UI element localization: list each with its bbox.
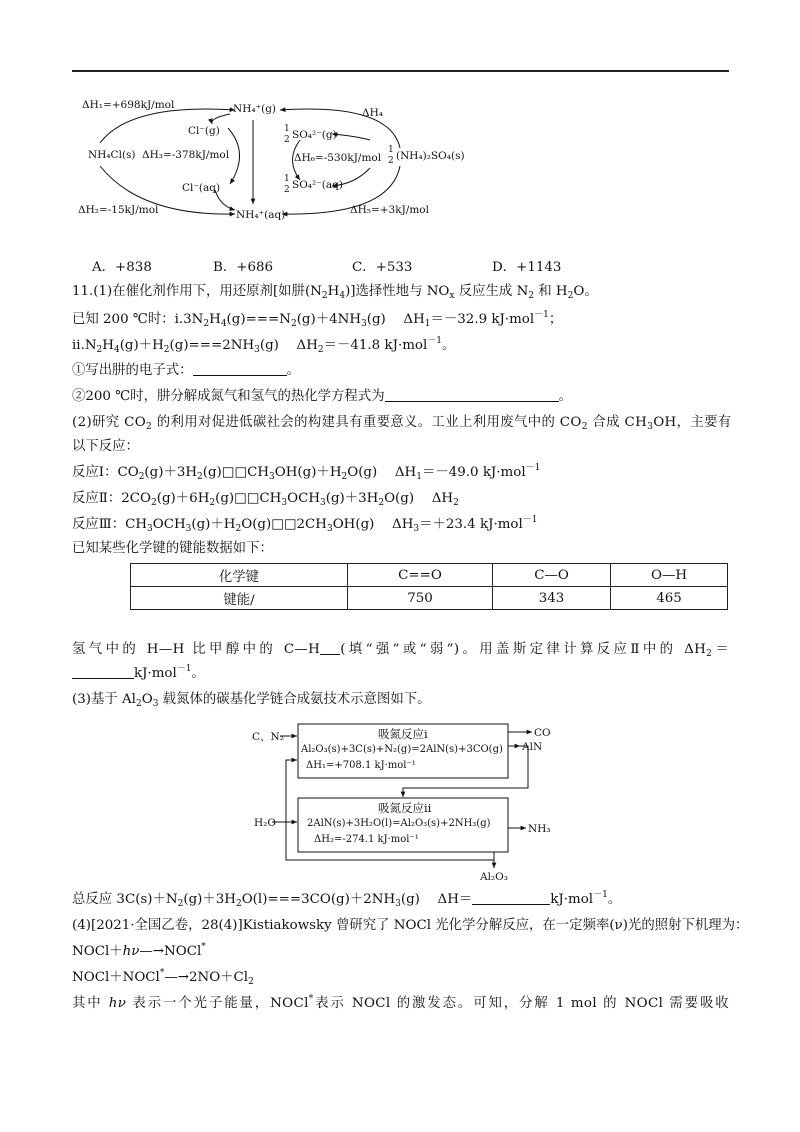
nh42so4-label: (NH₄)₂SO₄(s): [396, 150, 465, 162]
bond-comparison-question: 氢气中的 H—H 比甲醇中的 C—H (填“强”或“弱”)。用盖斯定律计算反应Ⅱ中的 $\Delta H_2=$: [72, 642, 729, 659]
reaction-1: 反应Ⅰ：$CO_2(g)+3H_2(g)□□CH_3OH(g)+H_2O(g)$ $\Delta H_1=-49.0$ kJ·mol$^{-1}$: [72, 463, 541, 482]
part4-intro: (4)[2021·全国乙卷，28(4)]Kistiakowsky 曾研究了 NOCl 光化学分解反应，在一定频率(ν)光的照射下机理为：: [72, 918, 749, 933]
option-d: D．+1143: [492, 260, 562, 275]
nh3-label: NH₃: [528, 823, 551, 835]
top-rule: [72, 70, 729, 72]
aln-label: AlN: [522, 741, 543, 753]
half-den-1: 2: [284, 135, 290, 145]
table-cell: 465: [611, 587, 728, 610]
reaction-i-title: 吸氮反应i: [378, 727, 428, 741]
so4-aq-label: SO₄²⁻(aq): [292, 179, 343, 191]
al2o3-label: Al₂O₃: [480, 871, 508, 883]
part3-intro: (3)基于 $Al_2O_3$ 载氮体的碳基化学链合成氨技术示意图如下。: [72, 692, 431, 709]
q11-intro: 11.(1)在催化剂作用下，用还原剂[如肼$(N_2H_4)$]选择性地与 $NO_x$ 反应生成 $N_2$ 和 $H_2O$。: [72, 284, 598, 301]
mechanism-step-2: $NOCl+NOCl^*—\to 2NO+Cl_2$: [72, 968, 254, 987]
part2-intro-line2: 以下反应：: [72, 439, 139, 454]
table-cell: 750: [348, 587, 493, 610]
part2-intro: (2)研究 $CO_2$ 的利用对促进低碳社会的构建具有重要意义。工业上利用废气中的 $CO_2$ 合成 $CH_3OH$，主要有: [72, 415, 732, 432]
dh1-label: ΔH₁=+698kJ/mol: [82, 99, 175, 111]
reaction-ii: $ii.N_2H_4(g)+H_2(g)===2NH_3(g)$ $\Delta H_2=-41.8$ kJ·mol$^{-1}$。: [72, 336, 456, 355]
answer-blank-4[interactable]: [72, 665, 134, 679]
dh4-label: ΔH₄: [362, 107, 383, 119]
dh2-label: ΔH₂=-15kJ/mol: [78, 204, 159, 216]
table-header-row: [131, 564, 728, 587]
final-statement: 其中 hν 表示一个光子能量，NOCl*表示 NOCl 的激发态。可知，分解 1 mol 的 NOCl 需要吸收: [72, 994, 730, 1011]
bond-comparison-question-line2: kJ·mol$^{-1}$。: [72, 664, 205, 684]
nh4cl-solid-label: NH₄Cl(s): [88, 149, 136, 161]
half-num-3: 1: [284, 174, 290, 184]
table-row: [131, 587, 728, 610]
enthalpy-cycle-diagram: [70, 98, 470, 223]
option-a: A．+838: [92, 260, 152, 275]
answer-blank-5[interactable]: [472, 891, 550, 905]
reaction-2: 反应Ⅱ：$2CO_2(g)+6H_2(g)□□CH_3OCH_3(g)+3H_2O(g)$ $\Delta H_2$: [72, 491, 459, 508]
bond-energy-intro: 已知某些化学键的键能数据如下：: [72, 541, 273, 556]
table-cell: C—O: [493, 564, 611, 587]
ammonia-synthesis-diagram: [250, 720, 570, 885]
half-den-2: 2: [388, 156, 394, 166]
half-num-2: 1: [388, 145, 394, 155]
dh6-label: ΔH₆=-530kJ/mol: [294, 152, 382, 164]
answer-blank-3[interactable]: [320, 641, 340, 655]
answer-blank-1[interactable]: [193, 362, 287, 376]
reaction-ii-enthalpy: ΔH₂=-274.1 kJ·mol⁻¹: [314, 834, 419, 845]
reaction-i-equation: Al₂O₃(s)+3C(s)+N₂(g)=2AlN(s)+3CO(g): [301, 744, 503, 755]
c-n2-label: C、N₂: [252, 731, 284, 743]
nh4-gas-label: NH₄⁺(g): [233, 103, 277, 115]
total-reaction: 总反应 $3C(s)+N_2(g)+3H_2O(l)===3CO(g)+2NH_3(g)$ ΔH＝ kJ·mol$^{-1}$。: [72, 890, 622, 909]
table-cell: C==O: [348, 564, 493, 587]
bond-energy-table: [130, 563, 728, 610]
question-thermo-equation: ②200 ℃时，肼分解成氮气和氢气的热化学方程式为 。: [72, 389, 572, 404]
table-cell: 化学键: [131, 564, 348, 587]
so4-gas-label: SO₄²⁻(g): [292, 129, 337, 141]
table-cell: O—H: [611, 564, 728, 587]
reaction-ii-equation: 2AlN(s)+3H₂O(l)=Al₂O₃(s)+2NH₃(g): [307, 818, 491, 829]
half-num-1: 1: [284, 124, 290, 134]
h2o-label: H₂O: [254, 817, 276, 829]
reaction-i-enthalpy: ΔH₁=+708.1 kJ·mol⁻¹: [306, 760, 416, 771]
reaction-ii-title: 吸氮反应ii: [378, 801, 432, 815]
cl-aq-label: Cl⁻(aq): [182, 182, 221, 194]
table-cell: 键能/: [131, 587, 348, 610]
answer-blank-2[interactable]: [385, 388, 559, 402]
cl-gas-label: Cl⁻(g): [188, 125, 220, 137]
reaction-3: 反应Ⅲ：$CH_3OCH_3(g)+H_2O(g)□□2CH_3OH(g)$ $\Delta H_3=+23.4$ kJ·mol$^{-1}$: [72, 515, 538, 534]
co-label: CO: [534, 727, 551, 739]
option-c: C．+533: [352, 260, 413, 275]
option-b: B．+686: [213, 260, 274, 275]
nh4-aq-label: NH₄⁺(aq): [236, 209, 286, 221]
half-den-3: 2: [284, 185, 290, 195]
table-cell: 343: [493, 587, 611, 610]
dh5-label: ΔH₅=+3kJ/mol: [350, 204, 429, 216]
mechanism-step-1: NOCl＋hν—→NOCl*: [72, 942, 206, 959]
question-electron-formula: ①写出肼的电子式： 。: [72, 363, 300, 378]
dh3-label: ΔH₃=-378kJ/mol: [142, 149, 230, 161]
reaction-i: 已知 200 ℃时：$i.3N_2H_4(g)===N_2(g)+4NH_3(g)$ $\Delta H_1=-32.9$ kJ·mol$^{-1}$；: [72, 310, 563, 329]
